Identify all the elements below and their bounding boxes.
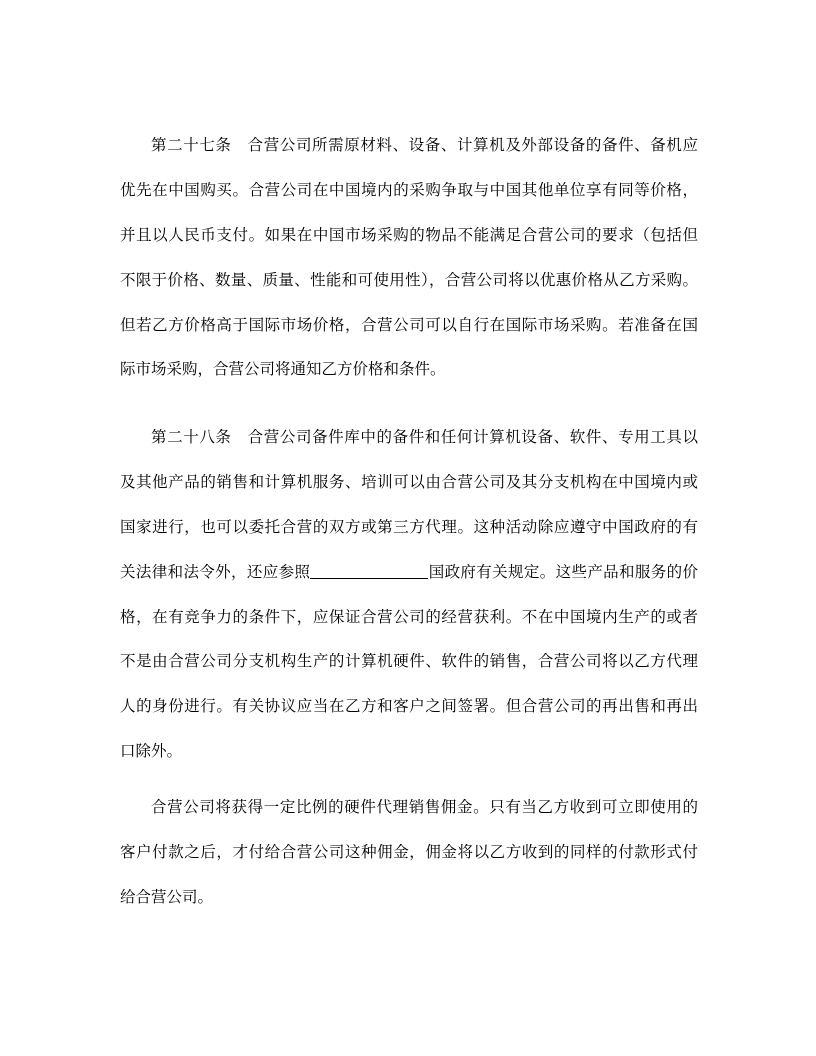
- text-before-blank: 关法律和法令外，还应参照: [120, 562, 311, 581]
- paragraph-line: 口除外。: [120, 742, 183, 761]
- fill-in-blank: [310, 564, 428, 579]
- article-28-paragraph: [120, 427, 698, 786]
- paragraph-line-with-blank: [120, 562, 698, 582]
- paragraph-line: 及其他产品的销售和计算机服务、培训可以由合营公司及其分支机构在中国境内或: [120, 472, 698, 491]
- paragraph-line: 客户付款之后，才付给合营公司这种佣金，佣金将以乙方收到的同样的付款形式付: [120, 842, 698, 861]
- text-after-blank: 国政府有关规定。这些产品和服务的价: [428, 562, 698, 581]
- article-27-paragraph: [120, 135, 698, 404]
- paragraph-line: 第二十七条 合营公司所需原材料、设备、计算机及外部设备的备件、备机应: [151, 136, 698, 154]
- paragraph-line: 第二十八条 合营公司备件库中的备件和任何计算机设备、软件、专用工具以: [151, 428, 698, 446]
- paragraph-line: 人的身份进行。有关协议应当在乙方和客户之间签署。但合营公司的再出售和再出: [120, 697, 698, 716]
- paragraph-line: 但若乙方价格高于国际市场价格，合营公司可以自行在国际市场采购。若准备在国: [120, 315, 698, 334]
- paragraph-line: 国家进行，也可以委托合营的双方或第三方代理。这种活动除应遵守中国政府的有: [120, 517, 698, 536]
- paragraph-line: 优先在中国购买。合营公司在中国境内的采购争取与中国其他单位享有同等价格，: [120, 180, 698, 199]
- paragraph-line: 不限于价格、数量、质量、性能和可使用性），合营公司将以优惠价格从乙方采购。: [120, 270, 698, 289]
- paragraph-line: 并且以人民币支付。如果在中国市场采购的物品不能满足合营公司的要求（包括但: [120, 225, 698, 244]
- commission-paragraph: [120, 797, 698, 932]
- paragraph-line: 不是由合营公司分支机构生产的计算机硬件、软件的销售，合营公司将以乙方代理: [120, 652, 698, 671]
- paragraph-line: 给合营公司。: [120, 887, 214, 906]
- paragraph-line: 际市场采购，合营公司将通知乙方价格和条件。: [120, 360, 446, 379]
- paragraph-line: 合营公司将获得一定比例的硬件代理销售佣金。只有当乙方收到可立即使用的: [151, 798, 698, 816]
- paragraph-line: 格，在有竞争力的条件下，应保证合营公司的经营获利。不在中国境内生产的或者: [120, 607, 698, 626]
